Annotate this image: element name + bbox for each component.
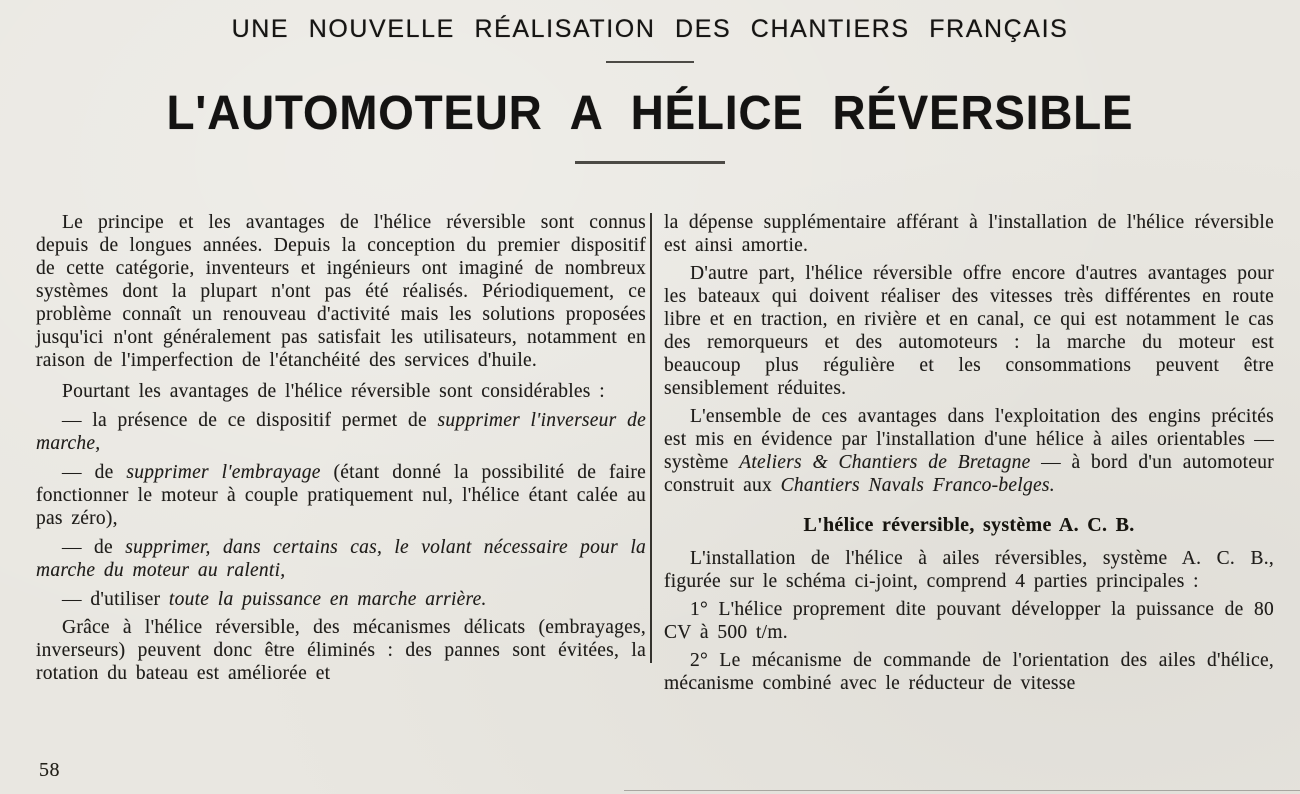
title-divider-rule (575, 161, 725, 164)
company-name-emphasis: Chantiers Navals Franco-belges. (780, 475, 1055, 496)
paragraph-conclusion-left: Grâce à l'hélice réversible, des mécanismes délicats (embrayages, inverseurs) peuvent donc être éliminés : des pannes sont évitées, la rotation du bateau est améliorée et (36, 617, 646, 684)
right-column (664, 211, 1274, 695)
paragraph-intro: Le principe et les avantages de l'hélice réversible sont connus depuis de longues années. Depuis la conception du premier dispositif de cette catégorie, inventeurs et ingénieurs ont imaginé de nombreux systèmes dont la plupart n'ont pas été réalisés. Périodiquement, ce problème connaît un renouveau d'activité mais les solutions proposées jusqu'ici n'ont généralement pas satisfait les utilisateurs, notamment en raison de l'imperfection de l'étanchéité des services d'huile. (36, 212, 646, 371)
bullet-text: — la présence de ce dispositif permet de (62, 410, 438, 431)
paragraph-ensemble (664, 405, 1274, 497)
bullet-item-2 (36, 461, 646, 530)
kicker-divider-rule (606, 61, 694, 63)
kicker-headline: UNE NOUVELLE RÉALISATION DES CHANTIERS FRANÇAIS (231, 15, 1069, 43)
paragraph-text: L'ensemble de ces avantages dans l'exploitation des engins précités est mis en évidence par l'installation d'une hélice à ailes orientables — système (664, 406, 1274, 473)
paragraph-other-advantages: D'autre part, l'hélice réversible offre encore d'autres avantages pour les bateaux qui doivent réaliser des vitesses très différentes en route libre et en traction, en rivière et en canal, ce qui est notamment le cas des remorqueurs et des automoteurs : la marche du moteur est beaucoup plus régulière et les consommations peuvent être sensiblement réduites. (664, 263, 1274, 399)
bullet-emphasis: toute la puissance en marche arrière. (168, 589, 487, 610)
bullet-text: — de (62, 462, 127, 483)
bullet-emphasis: supprimer l'inverseur de marche, (36, 410, 646, 454)
company-name-emphasis: Ateliers & Chantiers de Bretagne (739, 452, 1031, 473)
left-column (36, 211, 646, 695)
article-title: L'AUTOMOTEUR A HÉLICE RÉVERSIBLE (166, 87, 1134, 140)
bullet-item-3 (36, 536, 646, 582)
article-header (0, 0, 1300, 164)
bullet-text: (étant donné la possibilité de faire fonctionner le moteur à couple pratiquement nul, l'hélice étant calée au pas zéro), (36, 462, 646, 529)
bullet-emphasis: supprimer l'embrayage (126, 462, 321, 483)
paragraph-part-1: 1° L'hélice proprement dite pouvant développer la puissance de 80 CV à 500 t/m. (664, 599, 1274, 643)
bullet-item-4 (36, 588, 646, 611)
page-number: 58 (39, 759, 60, 781)
section-subheading: L'hélice réversible, système A. C. B. (803, 514, 1135, 536)
column-divider-rule (650, 213, 652, 663)
bullet-emphasis: supprimer, dans certains cas, le volant nécessaire pour la marche du moteur au ralenti, (36, 537, 646, 581)
bullet-item-1 (36, 409, 646, 455)
paragraph-advantages-lead: Pourtant les avantages de l'hélice réversible sont considérables : (62, 381, 605, 402)
paragraph-continuation: la dépense supplémentaire afférant à l'installation de l'hélice réversible est ainsi amortie. (664, 212, 1274, 256)
bullet-text: — d'utiliser (62, 589, 169, 610)
paragraph-installation: L'installation de l'hélice à ailes réversibles, système A. C. B., figurée sur le schéma ci-joint, comprend 4 parties principales : (664, 548, 1274, 592)
bullet-text: — de (62, 537, 126, 558)
paragraph-part-2: 2° Le mécanisme de commande de l'orientation des ailes d'hélice, mécanisme combiné avec le réducteur de vitesse (664, 650, 1274, 694)
article-body (36, 211, 1275, 695)
paragraph-text: — à bord d'un automoteur construit aux (664, 452, 1275, 496)
